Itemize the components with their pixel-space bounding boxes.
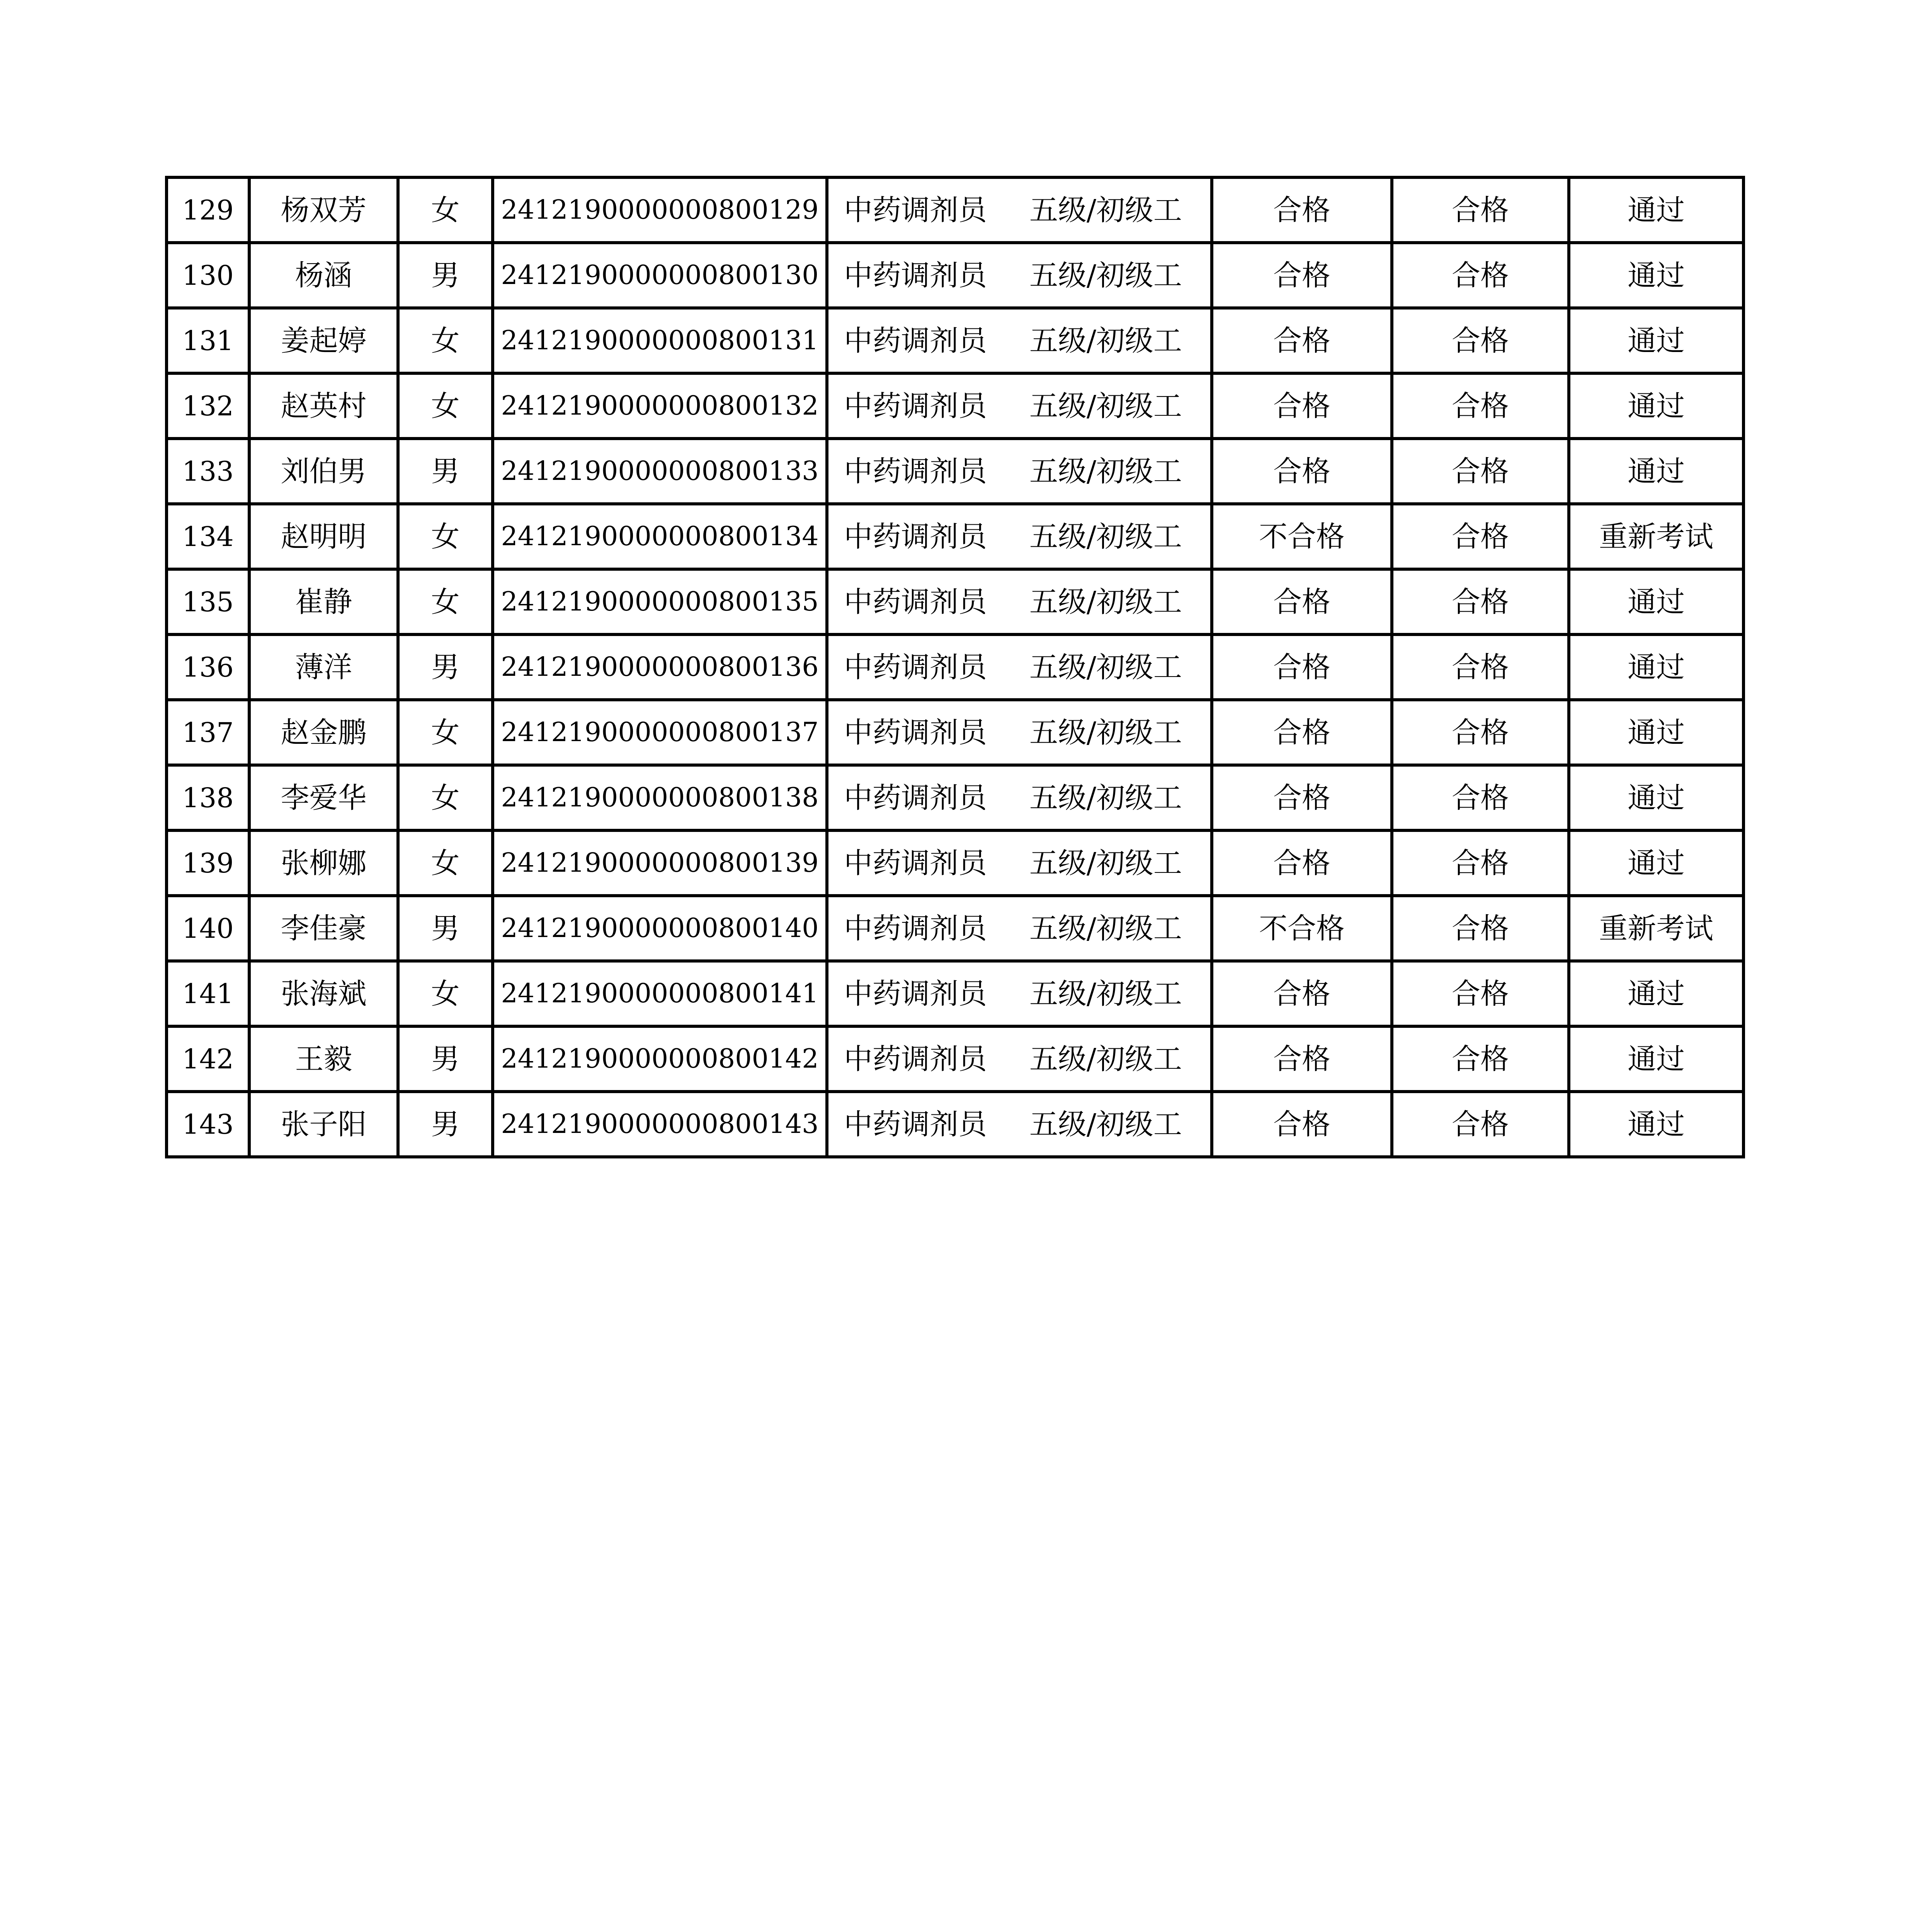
gender-cell: 男 <box>398 1092 493 1157</box>
row-number-cell: 130 <box>167 243 249 308</box>
ticket-number-cell: 2412190000000800138 <box>493 765 827 830</box>
ticket-number-cell: 2412190000000800142 <box>493 1026 827 1092</box>
practice-result-cell: 合格 <box>1392 765 1569 830</box>
gender-cell: 男 <box>398 896 493 961</box>
name-cell: 张海斌 <box>249 961 398 1026</box>
final-result-cell: 通过 <box>1569 569 1744 634</box>
level-text: 五级/初级工 <box>1029 389 1182 423</box>
final-result-cell: 重新考试 <box>1569 504 1744 569</box>
table-row <box>167 308 1744 373</box>
occupation-text: 中药调剂员 <box>844 716 987 749</box>
ticket-number-cell: 2412190000000800141 <box>493 961 827 1026</box>
occupation-level-cell <box>827 830 1212 896</box>
practice-result-cell: 合格 <box>1392 1026 1569 1092</box>
ticket-number-cell: 2412190000000800137 <box>493 700 827 765</box>
gender-cell: 女 <box>398 308 493 373</box>
occupation-level-cell <box>827 961 1212 1026</box>
final-result-cell: 通过 <box>1569 1026 1744 1092</box>
occupation-level-cell <box>827 1092 1212 1157</box>
theory-result-cell: 合格 <box>1212 700 1392 765</box>
practice-result-cell: 合格 <box>1392 177 1569 243</box>
row-number-cell: 134 <box>167 504 249 569</box>
gender-cell: 男 <box>398 243 493 308</box>
occupation-level-cell <box>827 177 1212 243</box>
table-row <box>167 373 1744 439</box>
ticket-number-cell: 2412190000000800133 <box>493 439 827 504</box>
results-table <box>165 176 1745 1158</box>
final-result-cell: 通过 <box>1569 1092 1744 1157</box>
final-result-cell: 通过 <box>1569 177 1744 243</box>
ticket-number-cell: 2412190000000800140 <box>493 896 827 961</box>
occupation-text: 中药调剂员 <box>844 846 987 880</box>
table-row <box>167 504 1744 569</box>
theory-result-cell: 不合格 <box>1212 504 1392 569</box>
occupation-text: 中药调剂员 <box>844 1107 987 1141</box>
occupation-text: 中药调剂员 <box>844 193 987 227</box>
name-cell: 李佳豪 <box>249 896 398 961</box>
theory-result-cell: 合格 <box>1212 243 1392 308</box>
final-result-cell: 通过 <box>1569 439 1744 504</box>
row-number-cell: 139 <box>167 830 249 896</box>
occupation-text: 中药调剂员 <box>844 585 987 619</box>
theory-result-cell: 合格 <box>1212 373 1392 439</box>
practice-result-cell: 合格 <box>1392 243 1569 308</box>
practice-result-cell: 合格 <box>1392 896 1569 961</box>
name-cell: 崔静 <box>249 569 398 634</box>
theory-result-cell: 合格 <box>1212 177 1392 243</box>
name-cell: 李爱华 <box>249 765 398 830</box>
gender-cell: 女 <box>398 569 493 634</box>
row-number-cell: 136 <box>167 634 249 700</box>
name-cell: 杨涵 <box>249 243 398 308</box>
table-row <box>167 896 1744 961</box>
row-number-cell: 140 <box>167 896 249 961</box>
final-result-cell: 重新考试 <box>1569 896 1744 961</box>
occupation-level-cell <box>827 1026 1212 1092</box>
practice-result-cell: 合格 <box>1392 830 1569 896</box>
results-table-body <box>167 177 1744 1157</box>
table-row <box>167 830 1744 896</box>
name-cell: 杨双芳 <box>249 177 398 243</box>
level-text: 五级/初级工 <box>1029 259 1182 292</box>
occupation-text: 中药调剂员 <box>844 1042 987 1076</box>
level-text: 五级/初级工 <box>1029 846 1182 880</box>
table-row <box>167 243 1744 308</box>
final-result-cell: 通过 <box>1569 765 1744 830</box>
level-text: 五级/初级工 <box>1029 977 1182 1010</box>
name-cell: 薄洋 <box>249 634 398 700</box>
table-row <box>167 177 1744 243</box>
name-cell: 赵金鹏 <box>249 700 398 765</box>
gender-cell: 女 <box>398 830 493 896</box>
final-result-cell: 通过 <box>1569 830 1744 896</box>
practice-result-cell: 合格 <box>1392 1092 1569 1157</box>
theory-result-cell: 合格 <box>1212 1092 1392 1157</box>
ticket-number-cell: 2412190000000800136 <box>493 634 827 700</box>
table-row <box>167 569 1744 634</box>
ticket-number-cell: 2412190000000800135 <box>493 569 827 634</box>
practice-result-cell: 合格 <box>1392 961 1569 1026</box>
practice-result-cell: 合格 <box>1392 634 1569 700</box>
occupation-text: 中药调剂员 <box>844 781 987 815</box>
gender-cell: 女 <box>398 765 493 830</box>
final-result-cell: 通过 <box>1569 961 1744 1026</box>
occupation-level-cell <box>827 243 1212 308</box>
name-cell: 张子阳 <box>249 1092 398 1157</box>
occupation-level-cell <box>827 700 1212 765</box>
table-row <box>167 439 1744 504</box>
theory-result-cell: 合格 <box>1212 634 1392 700</box>
table-row <box>167 700 1744 765</box>
occupation-text: 中药调剂员 <box>844 650 987 684</box>
theory-result-cell: 合格 <box>1212 308 1392 373</box>
occupation-level-cell <box>827 765 1212 830</box>
occupation-level-cell <box>827 439 1212 504</box>
practice-result-cell: 合格 <box>1392 308 1569 373</box>
gender-cell: 女 <box>398 373 493 439</box>
theory-result-cell: 合格 <box>1212 439 1392 504</box>
occupation-text: 中药调剂员 <box>844 454 987 488</box>
occupation-text: 中药调剂员 <box>844 977 987 1010</box>
practice-result-cell: 合格 <box>1392 700 1569 765</box>
level-text: 五级/初级工 <box>1029 520 1182 553</box>
row-number-cell: 142 <box>167 1026 249 1092</box>
practice-result-cell: 合格 <box>1392 439 1569 504</box>
theory-result-cell: 合格 <box>1212 961 1392 1026</box>
row-number-cell: 129 <box>167 177 249 243</box>
theory-result-cell: 合格 <box>1212 830 1392 896</box>
ticket-number-cell: 2412190000000800143 <box>493 1092 827 1157</box>
row-number-cell: 131 <box>167 308 249 373</box>
level-text: 五级/初级工 <box>1029 454 1182 488</box>
occupation-level-cell <box>827 308 1212 373</box>
practice-result-cell: 合格 <box>1392 569 1569 634</box>
name-cell: 赵明明 <box>249 504 398 569</box>
table-row <box>167 634 1744 700</box>
ticket-number-cell: 2412190000000800139 <box>493 830 827 896</box>
table-row <box>167 961 1744 1026</box>
row-number-cell: 135 <box>167 569 249 634</box>
level-text: 五级/初级工 <box>1029 1042 1182 1076</box>
gender-cell: 女 <box>398 961 493 1026</box>
row-number-cell: 141 <box>167 961 249 1026</box>
level-text: 五级/初级工 <box>1029 912 1182 945</box>
occupation-level-cell <box>827 569 1212 634</box>
level-text: 五级/初级工 <box>1029 650 1182 684</box>
ticket-number-cell: 2412190000000800129 <box>493 177 827 243</box>
name-cell: 赵英村 <box>249 373 398 439</box>
final-result-cell: 通过 <box>1569 243 1744 308</box>
gender-cell: 男 <box>398 1026 493 1092</box>
level-text: 五级/初级工 <box>1029 716 1182 749</box>
row-number-cell: 132 <box>167 373 249 439</box>
level-text: 五级/初级工 <box>1029 781 1182 815</box>
level-text: 五级/初级工 <box>1029 324 1182 357</box>
row-number-cell: 138 <box>167 765 249 830</box>
occupation-level-cell <box>827 373 1212 439</box>
theory-result-cell: 合格 <box>1212 1026 1392 1092</box>
final-result-cell: 通过 <box>1569 308 1744 373</box>
practice-result-cell: 合格 <box>1392 373 1569 439</box>
ticket-number-cell: 2412190000000800134 <box>493 504 827 569</box>
level-text: 五级/初级工 <box>1029 585 1182 619</box>
final-result-cell: 通过 <box>1569 700 1744 765</box>
table-row <box>167 765 1744 830</box>
occupation-text: 中药调剂员 <box>844 520 987 553</box>
table-row <box>167 1026 1744 1092</box>
level-text: 五级/初级工 <box>1029 193 1182 227</box>
gender-cell: 男 <box>398 439 493 504</box>
practice-result-cell: 合格 <box>1392 504 1569 569</box>
gender-cell: 男 <box>398 634 493 700</box>
row-number-cell: 137 <box>167 700 249 765</box>
occupation-text: 中药调剂员 <box>844 324 987 357</box>
name-cell: 张柳娜 <box>249 830 398 896</box>
gender-cell: 女 <box>398 504 493 569</box>
level-text: 五级/初级工 <box>1029 1107 1182 1141</box>
final-result-cell: 通过 <box>1569 373 1744 439</box>
occupation-text: 中药调剂员 <box>844 259 987 292</box>
gender-cell: 女 <box>398 177 493 243</box>
row-number-cell: 133 <box>167 439 249 504</box>
occupation-text: 中药调剂员 <box>844 912 987 945</box>
occupation-level-cell <box>827 634 1212 700</box>
theory-result-cell: 合格 <box>1212 569 1392 634</box>
name-cell: 王毅 <box>249 1026 398 1092</box>
ticket-number-cell: 2412190000000800132 <box>493 373 827 439</box>
ticket-number-cell: 2412190000000800130 <box>493 243 827 308</box>
final-result-cell: 通过 <box>1569 634 1744 700</box>
table-row <box>167 1092 1744 1157</box>
name-cell: 姜起婷 <box>249 308 398 373</box>
occupation-level-cell <box>827 504 1212 569</box>
row-number-cell: 143 <box>167 1092 249 1157</box>
occupation-text: 中药调剂员 <box>844 389 987 423</box>
ticket-number-cell: 2412190000000800131 <box>493 308 827 373</box>
theory-result-cell: 合格 <box>1212 765 1392 830</box>
theory-result-cell: 不合格 <box>1212 896 1392 961</box>
gender-cell: 女 <box>398 700 493 765</box>
name-cell: 刘伯男 <box>249 439 398 504</box>
occupation-level-cell <box>827 896 1212 961</box>
